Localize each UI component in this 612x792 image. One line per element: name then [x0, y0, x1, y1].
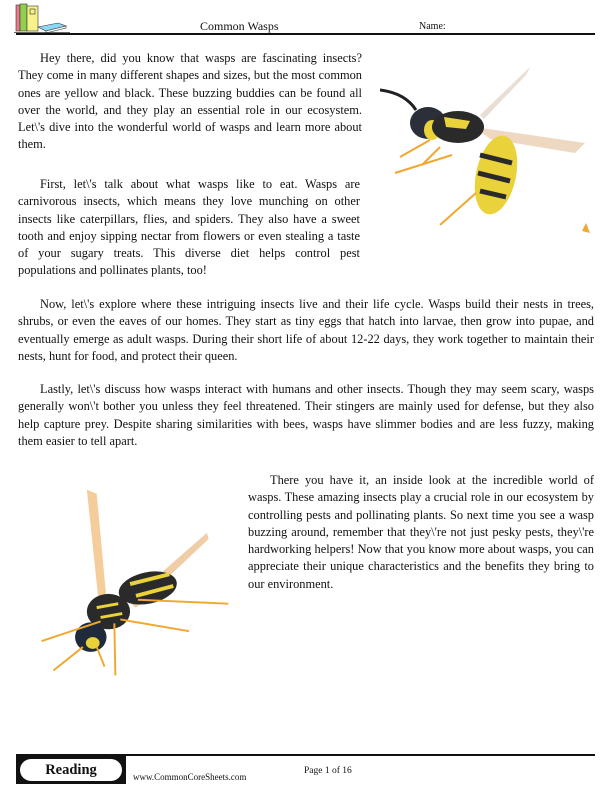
paragraph-intro [18, 50, 362, 154]
page-title: Common Wasps [200, 19, 279, 33]
subject-badge-label: Reading [20, 759, 122, 781]
name-field-label: Name: [419, 21, 446, 32]
page-header [0, 0, 612, 36]
paragraph-text: First, let\'s talk about what wasps like to eat. Wasps are carnivorous insects, which means they love munching on other insects like caterpillars, flies, and spiders. They also have a sweet tooth and enjoy sipping nectar from flowers or even stealing a taste of your sugary treats. This diverse diet helps control pest populations and pollinates plants, too! [18, 177, 360, 278]
paragraph-habitat [18, 296, 594, 365]
subject-badge [16, 756, 126, 784]
books-icon [14, 3, 70, 33]
paragraph-diet [18, 176, 594, 280]
page-number: Page 1 of 16 [304, 766, 352, 776]
paragraph-conclusion [248, 472, 594, 593]
website-url: www.CommonCoreSheets.com [133, 772, 247, 782]
paragraph-text: There you have it, an inside look at the incredible world of wasps. These amazing insects play a crucial role in our ecosystem by controlling pests and pollinating plants. So next time you see a wasp buzzing around, remember that they\'re not just pesky pests, they\'re hardworking helpers! Now that you know more about wasps, you can appreciate their unique characteristics and the benefits they bring to our environment. [248, 473, 594, 591]
paragraph-text: Lastly, let\'s discuss how wasps interact with humans and other insects. Though they may seem scary, wasps generally won\'t bother you unless they feel threatened. Their stingers are mainly used for defense, but they also help capture prey. Despite sharing similarities with bees, wasps have slimmer bodies and are less fuzzy, making them easier to tell apart. [18, 382, 594, 448]
header-divider [16, 33, 595, 35]
paragraph-text: Now, let\'s explore where these intriguing insects live and their life cycle. Wasps build their nests in trees, shrubs, or even the eaves of our homes. They start as tiny eggs that hatch into larvae, then grow into pupae, and eventually emerge as adult wasps. During their short life of about 12-22 days, they work together to maintain their nests, hunt for food, and protect their queen. [18, 297, 594, 363]
paragraph-interaction [18, 381, 594, 450]
wasp-photo-bottom [22, 474, 248, 700]
paragraph-text: Hey there, did you know that wasps are fascinating insects? They come in many different shapes and sizes, but the most common ones are yellow and black. These buzzing buddies can be found all over the world, and they play an essential role in our ecosystem. Let\'s dive into the wonderful world of wasps and learn more about them. [18, 51, 362, 152]
